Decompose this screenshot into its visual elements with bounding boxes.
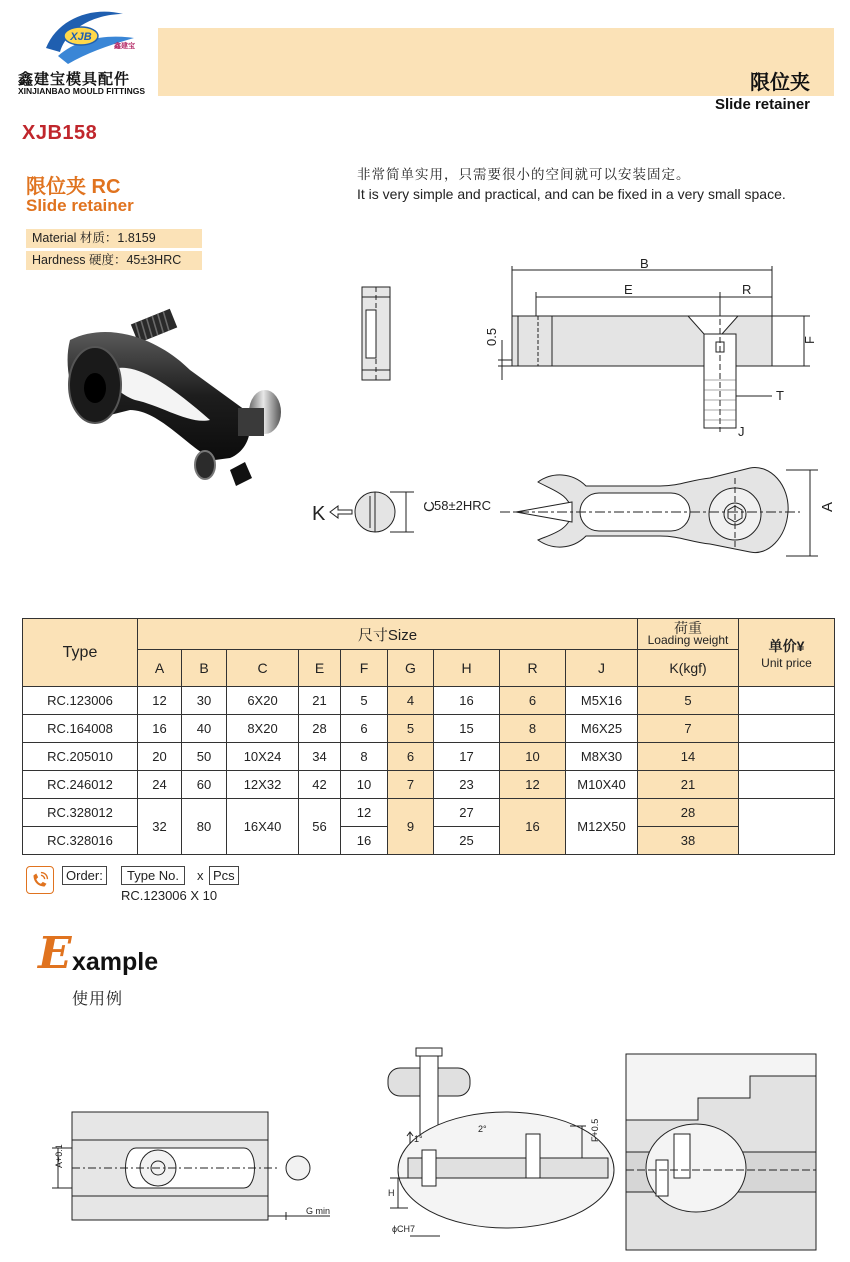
cell-price xyxy=(739,687,835,715)
size-header: 尺寸Size xyxy=(138,619,638,650)
table-row xyxy=(23,715,835,743)
header-banner xyxy=(158,28,834,113)
cell-price xyxy=(739,799,835,855)
col-header-B: B xyxy=(182,650,227,687)
order-label: Order: xyxy=(62,866,107,885)
price-header-en: Unit price xyxy=(761,655,812,670)
cell-B: 40 xyxy=(182,715,227,743)
cell-K: 5 xyxy=(638,687,739,715)
dim-f-plus-0-5: F+0.5 xyxy=(590,1118,600,1142)
logo-text: XJB xyxy=(70,31,92,43)
size-table xyxy=(22,618,835,855)
cell-price xyxy=(739,715,835,743)
load-header-cn: 荷重 xyxy=(674,620,702,636)
cell-H: 17 xyxy=(434,743,500,771)
cell-B: 80 xyxy=(182,799,227,855)
load-header-en: Loading weight xyxy=(647,633,729,647)
order-type-no: Type No. xyxy=(121,866,185,885)
cell-price xyxy=(739,771,835,799)
cell-type: RC.205010 xyxy=(23,743,138,771)
cell-G: 9 xyxy=(388,799,434,855)
cell-G: 6 xyxy=(388,743,434,771)
dim-T: T xyxy=(776,388,784,403)
dim-K: K xyxy=(312,503,326,525)
cell-H: 25 xyxy=(434,827,500,855)
col-header-K: K(kgf) xyxy=(638,650,739,687)
dim-F: F xyxy=(802,336,817,344)
cell-G: 4 xyxy=(388,687,434,715)
dim-g-min: G min xyxy=(306,1206,331,1216)
col-header-A: A xyxy=(138,650,182,687)
col-header-E: E xyxy=(299,650,341,687)
cell-B: 60 xyxy=(182,771,227,799)
cell-J: M10X40 xyxy=(566,771,638,799)
cell-C: 8X20 xyxy=(227,715,299,743)
cell-A: 20 xyxy=(138,743,182,771)
cell-B: 30 xyxy=(182,687,227,715)
description-en: It is very simple and practical, and can be fixed in a very small space. xyxy=(357,186,786,202)
cell-price xyxy=(739,743,835,771)
cell-K: 21 xyxy=(638,771,739,799)
cell-K: 28 xyxy=(638,799,739,827)
cell-H: 27 xyxy=(434,799,500,827)
cell-K: 7 xyxy=(638,715,739,743)
cell-type: RC.164008 xyxy=(23,715,138,743)
dim-a-plus-0-1: A+0.1 xyxy=(54,1144,64,1168)
phone-icon xyxy=(26,866,54,894)
cell-E: 42 xyxy=(299,771,341,799)
table-row xyxy=(23,771,835,799)
dim-B: B xyxy=(640,256,649,271)
cell-F: 5 xyxy=(341,687,388,715)
dim-J: J xyxy=(738,424,745,439)
logo-cn-small: 鑫建宝 xyxy=(114,43,135,50)
dim-0-5: 0.5 xyxy=(484,327,499,346)
cell-C: 16X40 xyxy=(227,799,299,855)
dim-1-deg: 1° xyxy=(414,1134,423,1144)
col-header-R: R xyxy=(500,650,566,687)
cell-G: 7 xyxy=(388,771,434,799)
dim-R: R xyxy=(742,282,752,297)
table-row xyxy=(23,743,835,771)
example-drawings xyxy=(30,1040,830,1260)
material-spec: Material 材质：1.8159 xyxy=(26,229,202,248)
cell-F: 12 xyxy=(341,799,388,827)
price-header-cn: 单价¥ xyxy=(768,637,805,654)
col-header-H: H xyxy=(434,650,500,687)
type-header: Type xyxy=(23,619,138,687)
header-title-cn: 限位夹 xyxy=(750,72,810,94)
order-x: x xyxy=(197,868,204,883)
example-title-cn: 使用例 xyxy=(72,991,124,1008)
cell-type: RC.246012 xyxy=(23,771,138,799)
dim-C: C xyxy=(421,501,438,512)
cell-J: M8X30 xyxy=(566,743,638,771)
cell-E: 21 xyxy=(299,687,341,715)
table-row xyxy=(23,687,835,715)
cell-C: 12X32 xyxy=(227,771,299,799)
cell-J: M5X16 xyxy=(566,687,638,715)
cell-J: M6X25 xyxy=(566,715,638,743)
example-title: xample xyxy=(72,948,159,976)
cell-F: 6 xyxy=(341,715,388,743)
order-pcs: Pcs xyxy=(209,866,239,885)
product-title-en: Slide retainer xyxy=(26,196,134,215)
col-header-F: F xyxy=(341,650,388,687)
cell-B: 50 xyxy=(182,743,227,771)
order-example: RC.123006 X 10 xyxy=(121,888,218,903)
description-cn: 非常简单实用，只需要很小的空间就可以安装固定。 xyxy=(357,167,691,182)
brand-logo xyxy=(38,8,138,68)
dim-E: E xyxy=(624,282,633,297)
cell-C: 10X24 xyxy=(227,743,299,771)
table-row xyxy=(23,799,835,827)
brand-name-en: XINJIANBAO MOULD FITTINGS xyxy=(18,86,146,96)
dim-A: A xyxy=(819,501,836,512)
dim-2-deg: 2° xyxy=(478,1124,487,1134)
header-title-en: Slide retainer xyxy=(714,96,810,113)
product-code: XJB158 xyxy=(22,122,98,144)
col-header-J: J xyxy=(566,650,638,687)
cell-E: 28 xyxy=(299,715,341,743)
cell-R: 16 xyxy=(500,799,566,855)
cell-A: 16 xyxy=(138,715,182,743)
cell-G: 5 xyxy=(388,715,434,743)
col-header-G: G xyxy=(388,650,434,687)
cell-F: 16 xyxy=(341,827,388,855)
cell-type: RC.123006 xyxy=(23,687,138,715)
hardness-spec: Hardness 硬度：45±3HRC xyxy=(26,251,202,270)
cell-F: 10 xyxy=(341,771,388,799)
cell-R: 12 xyxy=(500,771,566,799)
cell-type: RC.328016 xyxy=(23,827,138,855)
cell-E: 56 xyxy=(299,799,341,855)
cell-H: 16 xyxy=(434,687,500,715)
technical-drawing xyxy=(290,240,850,585)
col-header-C: C xyxy=(227,650,299,687)
cell-A: 12 xyxy=(138,687,182,715)
cell-K: 14 xyxy=(638,743,739,771)
cell-K: 38 xyxy=(638,827,739,855)
cell-C: 6X20 xyxy=(227,687,299,715)
cell-F: 8 xyxy=(341,743,388,771)
cell-H: 15 xyxy=(434,715,500,743)
cell-type: RC.328012 xyxy=(23,799,138,827)
cell-E: 34 xyxy=(299,743,341,771)
cell-H: 23 xyxy=(434,771,500,799)
cell-A: 24 xyxy=(138,771,182,799)
product-photo xyxy=(40,300,290,495)
product-title-cn: 限位夹 RC xyxy=(26,176,121,198)
dim-ch7: ϕCH7 xyxy=(392,1224,416,1234)
price-header xyxy=(739,619,835,687)
brand-name-cn: 鑫建宝模具配件 xyxy=(18,71,131,88)
cell-A: 32 xyxy=(138,799,182,855)
cell-R: 6 xyxy=(500,687,566,715)
example-initial: E xyxy=(38,928,72,979)
hardness-note: 58±2HRC xyxy=(434,498,491,513)
cell-R: 8 xyxy=(500,715,566,743)
cell-R: 10 xyxy=(500,743,566,771)
load-header xyxy=(638,619,739,650)
cell-J: M12X50 xyxy=(566,799,638,855)
dim-h: H xyxy=(388,1188,395,1198)
